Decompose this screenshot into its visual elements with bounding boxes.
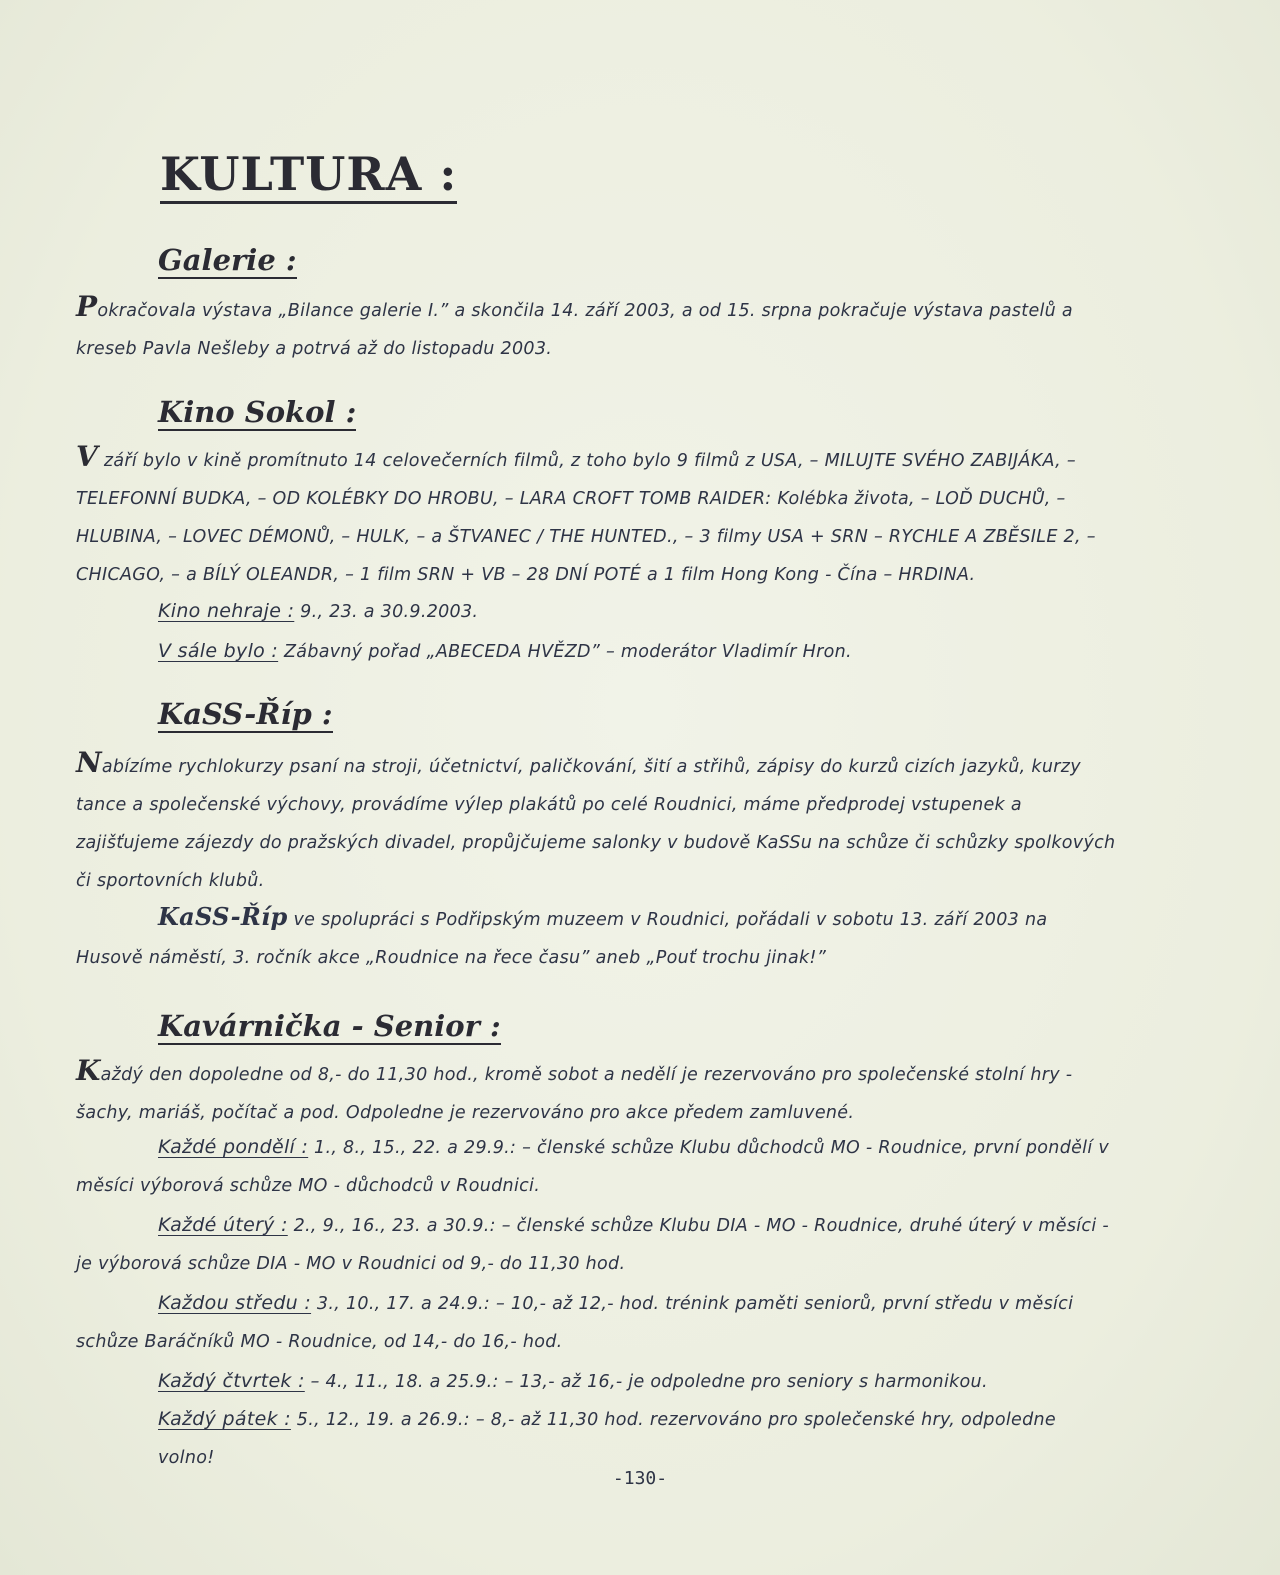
kavarnicka-paragraph — [76, 1052, 1116, 1132]
kass-paragraph-2 — [76, 898, 1116, 977]
page-number: -130- — [612, 1468, 668, 1489]
ctvrtek-label: Každý čtvrtek : — [158, 1370, 305, 1392]
drop-letter: K — [76, 1054, 101, 1087]
patek-text: 5., 12., 19. a 26.9.: – 8,- až 11,30 hod. rezervováno pro společenské hry, odpoledne volno! — [158, 1410, 1056, 1468]
streda-label: Každou středu : — [158, 1292, 312, 1314]
section-heading-galerie: Galerie : — [158, 244, 297, 279]
kino-paragraph — [76, 438, 1116, 594]
kass-paragraph — [76, 744, 1116, 900]
kino-sal-text: Zábavný pořad „ABECEDA HVĚZD” – moderátor Vladimír Hron. — [278, 642, 852, 662]
kass-lead-name: KaSS-Říp — [158, 902, 288, 931]
show-through-ghost — [1000, 236, 1013, 282]
patek-label: Každý pátek : — [158, 1408, 291, 1430]
pondeli-line — [76, 1128, 1116, 1205]
ctvrtek-line — [158, 1362, 1118, 1401]
kino-nehraje-label: Kino nehraje : — [158, 600, 295, 622]
streda-line — [76, 1284, 1116, 1361]
kino-nehraje-line — [158, 592, 1118, 631]
galerie-text: okračovala výstava „Bilance galerie I.” a skončila 14. září 2003, a od 15. srpna pokračuje výstava pastelů a kreseb Pavla Nešleby a potrvá až do listopadu 2003. — [76, 301, 1073, 359]
pondeli-text: 1., 8., 15., 22. a 29.9.: – členské schůze Klubu důchodců MO - Roudnice, první pondělí v měsíci výborová schůze MO - důchodců v Roudnici. — [76, 1138, 1110, 1196]
kino-nehraje-text: 9., 23. a 30.9.2003. — [294, 602, 479, 622]
section-heading-kass: KaSS-Říp : — [158, 698, 333, 733]
utery-line — [76, 1206, 1116, 1283]
section-heading-kino: Kino Sokol : — [158, 396, 356, 431]
ctvrtek-text: – 4., 11., 18. a 25.9.: – 13,- až 16,- je odpoledne pro seniory s harmonikou. — [304, 1372, 988, 1392]
section-heading-kavarnicka: Kavárnička - Senior : — [158, 1010, 501, 1045]
streda-text: 3., 10., 17. a 24.9.: – 10,- až 12,- hod. trénink paměti seniorů, první středu v měsíci schůze Baráčníků MO - Roudnice, od 14,- do 16,- hod. — [76, 1294, 1074, 1352]
galerie-paragraph — [76, 288, 1116, 368]
kass-text: abízíme rychlokurzy psaní na stroji, účetnictví, paličkování, šití a střihů, zápisy do kurzů cizích jazyků, kurzy tance a společenské výchovy, provádíme výlep plakátů po celé Roudnici, máme předprodej vstupenek a zajišťujeme zájezdy do pražských divadel, propůjčujeme salonky v budově KaSSu na schůze či schůzky spolkových či sportovních klubů. — [76, 757, 1116, 891]
kino-sal-label: V sále bylo : — [158, 640, 279, 662]
drop-letter: V — [76, 440, 99, 473]
kass-text-2: ve spolupráci s Podřipským muzeem v Roudnici, pořádali v sobotu 13. září 2003 na Husově náměstí, 3. ročník akce „Roudnice na řece času” aneb „Pouť trochu jinak!” — [76, 910, 1048, 968]
utery-label: Každé úterý : — [158, 1214, 288, 1236]
kino-text: září bylo v kině promítnuto 14 celovečerních filmů, z toho bylo 9 filmů z USA, – MILUJTE SVÉHO ZABIJÁKA, – TELEFONNÍ BUDKA, – OD KOLÉBKY DO HROBU, – LARA CROFT TOMB RAIDER: Kolébka života, – LOĎ DUCHŮ, – HLUBINA, – LOVEC DÉMONŮ, – HULK, – a ŠTVANEC / THE HUNTED., – 3 filmy USA + SRN – RYCHLE A ZBĚSILE 2, – CHICAGO, – a BÍLÝ OLEANDR, – 1 film SRN + VB – 28 DNÍ POTÉ a 1 film Hong Kong - Čína – HRDINA. — [76, 451, 1096, 585]
kino-sal-line — [158, 632, 1118, 671]
page-title: KULTURA : — [160, 148, 457, 204]
patek-line — [158, 1400, 1118, 1477]
kavarnicka-text: aždý den dopoledne od 8,- do 11,30 hod., kromě sobot a nedělí je rezervováno pro společenské stolní hry - šachy, mariáš, počítač a pod. Odpoledne je rezervováno pro akce předem zamluvené. — [76, 1065, 1073, 1123]
utery-text: 2., 9., 16., 23. a 30.9.: – členské schůze Klubu DIA - MO - Roudnice, druhé úterý v měsíci - je výborová schůze DIA - MO v Roudnici od 9,- do 11,30 hod. — [76, 1216, 1109, 1274]
drop-letter: N — [76, 746, 102, 779]
pondeli-label: Každé pondělí : — [158, 1136, 309, 1158]
drop-letter: P — [76, 290, 98, 323]
